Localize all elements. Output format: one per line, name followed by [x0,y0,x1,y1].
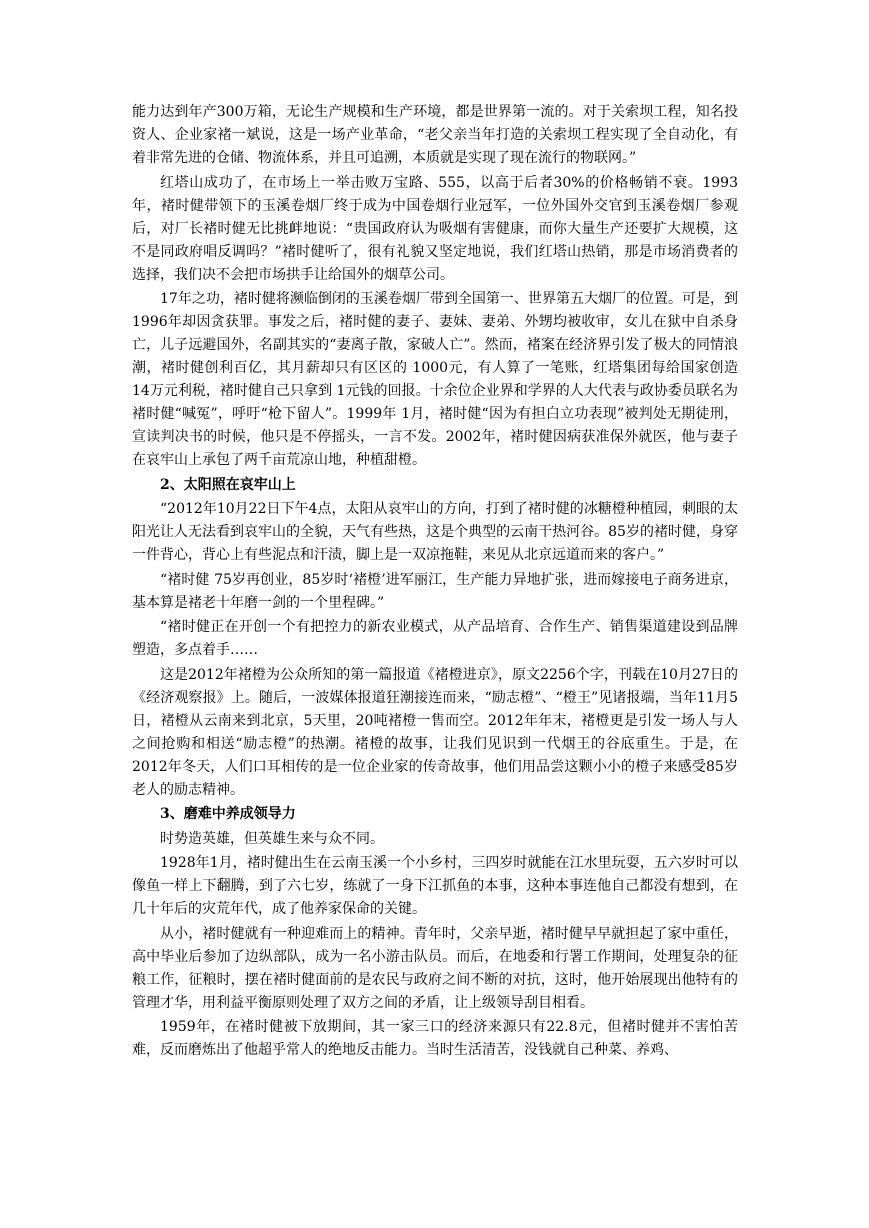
paragraph: 1928年1月，褚时健出生在云南玉溪一个小乡村，三四岁时就能在江水里玩耍，五六岁时可以像鱼一样上下翻腾，到了六七岁，练就了一身下江抓鱼的本事，这种本事连他自己都没有想到，在几十年后的灾荒年代，成了他养家保命的关键。 [132,855,738,917]
paragraph: 能力达到年产300万箱，无论生产规模和生产环境，都是世界第一流的。对于关索坝工程，知名投资人、企业家褚一斌说，这是一场产业革命，“老父亲当年打造的关索坝工程实现了全自动化，有着非常先进的仓储、物流体系，并且可追溯，本质就是实现了现在流行的物联网。” [132,104,738,166]
quote-paragraph: “褚时健正在开创一个有把控力的新农业模式，从产品培育、合作生产、销售渠道建设到品牌塑造，多点着手…… [132,619,738,658]
document-page [132,101,738,1064]
paragraph: 红塔山成功了，在市场上一举击败万宝路、555，以高于后者30%的价格畅销不衰。1993年，褚时健带领下的玉溪卷烟厂终于成为中国卷烟行业冠军，一位外国外交官到玉溪卷烟厂参观后，对厂长褚时健无比挑衅地说：“贵国政府认为吸烟有害健康，而你大量生产还要扩大规模，这不是同政府唱反调吗？”褚时健听了，很有礼貌又坚定地说，我们红塔山热销，那是市场消费者的选择，我们决不会把市场拱手让给国外的烟草公司。 [132,174,738,283]
paragraph: 这是2012年褚橙为公众所知的第一篇报道《褚橙进京》，原文2256个字，刊载在10月27日的《经济观察报》上。随后，一波媒体报道狂潮接连而来，“励志橙”、“橙王”见诸报端，当年11月5日，褚橙从云南来到北京，5天里，20吨褚橙一售而空。2012年年末，褚橙更是引发一场人与人之间抢购和相送“励志橙”的热潮。褚橙的故事，让我们见识到一代烟王的谷底重生。于是，在2012年冬天，人们口耳相传的是一位企业家的传奇故事，他们用品尝这颗小小的橙子来感受85岁老人的励志精神。 [132,666,738,798]
paragraph: 时势造英雄，但英雄生来与众不同。 [160,830,384,847]
paragraph: 1959年，在褚时健被下放期间，其一家三口的经济来源只有22.8元，但褚时健并不害怕苦难，反而磨炼出了他超乎常人的绝地反击能力。当时生活清苦，没钱就自己种菜、养鸡、 [132,1019,738,1058]
quote-paragraph: “褚时健 75岁再创业，85岁时‘褚橙’进军丽江，生产能力异地扩张，进而嫁接电子商务进京，基本算是褚老十年磨一剑的一个里程碑。” [132,571,738,611]
section-heading: 2、太阳照在哀牢山上 [160,476,296,493]
paragraph: 从小，褚时健就有一种迎难而上的精神。青年时，父亲早逝，褚时健早早就担起了家中重任，高中毕业后参加了边纵部队，成为一名小游击队员。而后，在地委和行署工作期间，处理复杂的征粮工作，征粮时，摆在褚时健面前的是农民与政府之间不断的对抗，这时，他开始展现出他特有的管理才华，用利益平衡原则处理了双方之间的矛盾，让上级领导刮目相看。 [132,925,738,1011]
section-heading: 3、磨难中养成领导力 [160,806,296,822]
paragraph: 17年之功，褚时健将濒临倒闭的玉溪卷烟厂带到全国第一、世界第五大烟厂的位置。可是，到1996年却因贪获罪。事发之后，褚时健的妻子、妻妹、妻弟、外甥均被收审，女儿在狱中自杀身亡，儿子远避国外，名副其实的“妻离子散，家破人亡”。然而，褚案在经济界引发了极大的同情浪潮，褚时健创利百亿，其月薪却只有区区的 1000元，有人算了一笔账，红塔集团每给国家创造 14万元利税，褚时健自己只拿到 1元钱的回报。十余位企业界和学界的人大代表与政协委员联名为褚时健“喊冤”，呼吁“枪下留人”。1999年 1月，褚时健“因为有担白立功表现”被判处无期徒刑，宣读判决书的时候，他只是不停摇头，一言不发。2002年，褚时健因病获准保外就医，他与妻子在哀牢山上承包了两千亩荒凉山地，种植甜橙。 [132,291,738,468]
quote-paragraph: “2012年10月22日下午4点，太阳从哀牢山的方向，打到了褚时健的冰糖橙种植园，刺眼的太阳光让人无法看到哀牢山的全貌，天气有些热，这是个典型的云南干热河谷。85岁的褚时健，身穿一件背心，背心上有些泥点和汗渍，脚上是一双凉拖鞋，来见从北京远道而来的客户。” [132,501,738,563]
